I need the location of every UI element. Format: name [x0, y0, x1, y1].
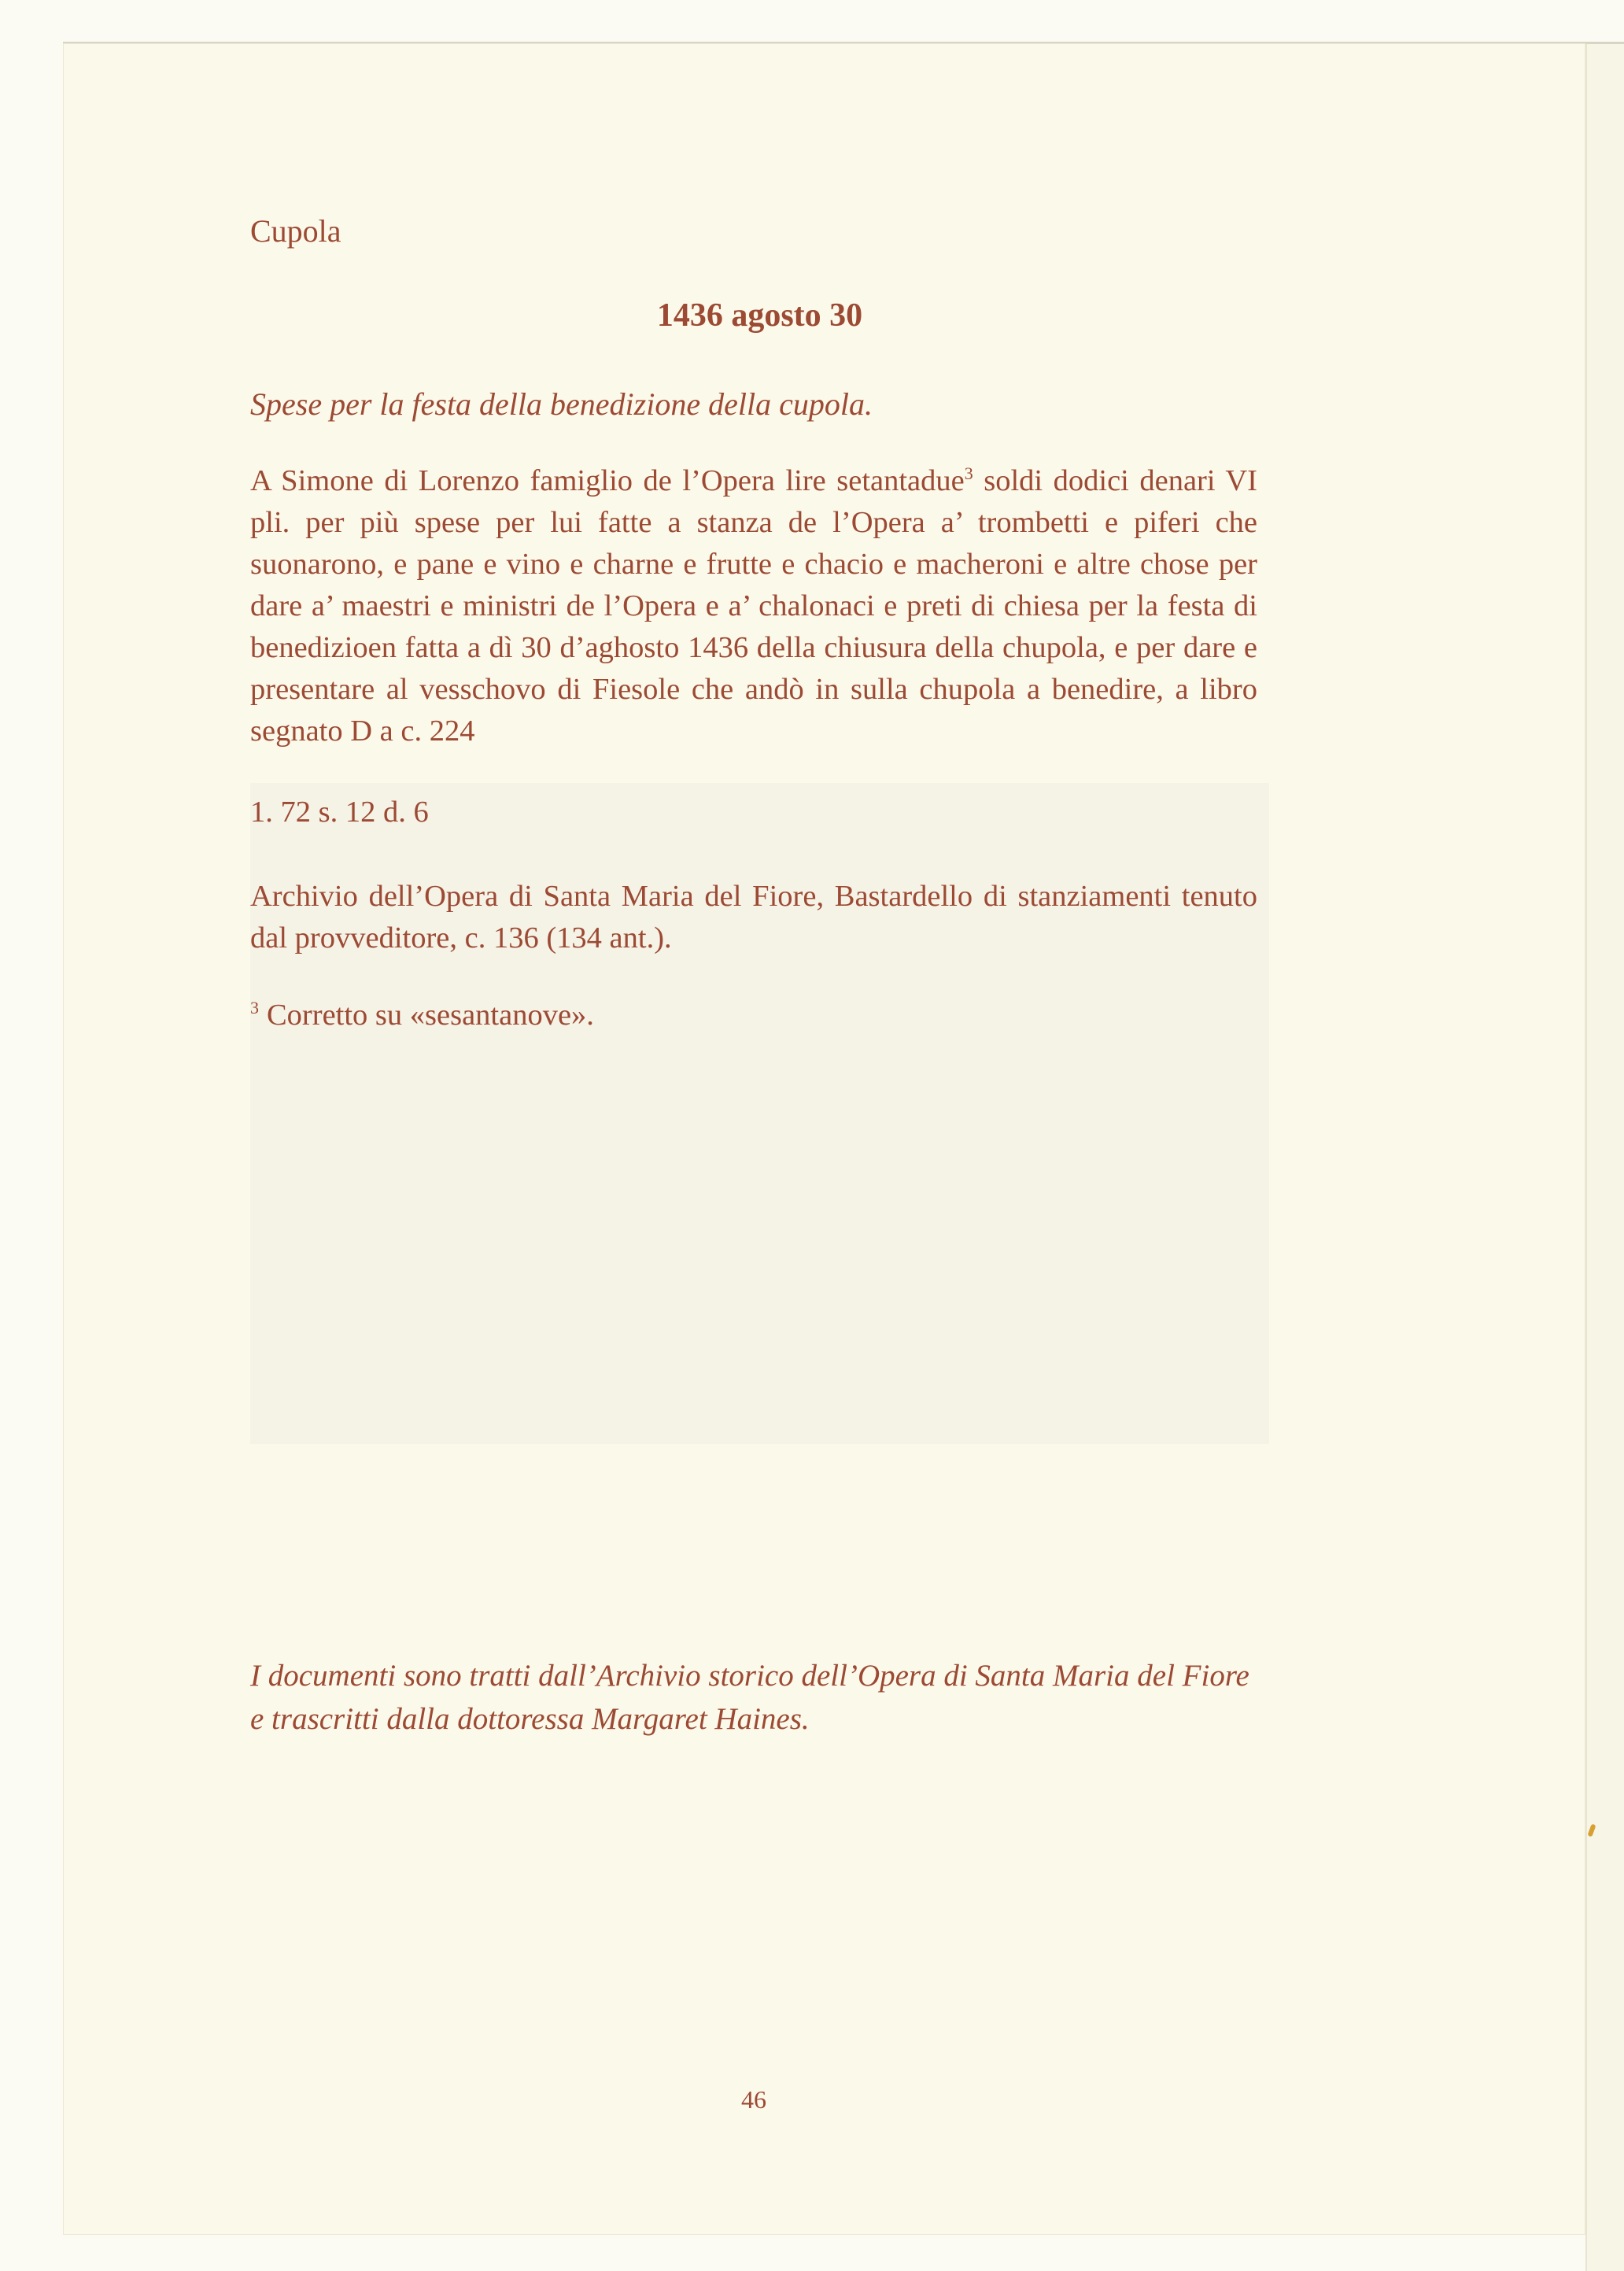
credit-note: I documenti sono tratti dall’Archivio storico dell’Opera di Santa Maria del Fiore e trascritti dalla dottoressa Margaret Haines. — [250, 1659, 1249, 1736]
document-subtitle: Spese per la festa della benedizione della cupola. — [250, 386, 873, 422]
footnote — [250, 998, 594, 1032]
amount-line: 1. 72 s. 12 d. 6 — [250, 796, 429, 829]
footnote-number: 3 — [250, 998, 259, 1018]
archive-source: Archivio dell’Opera di Santa Maria del Fiore, Bastardello di stanziamenti tenuto dal provveditore, c. 136 (134 ant.). — [250, 880, 1257, 955]
footnote-reference: 3 — [964, 463, 973, 484]
page-right-edge — [1585, 44, 1624, 2271]
body-text-part1: A Simone di Lorenzo famiglio de l’Opera lire setantadue — [250, 464, 965, 497]
document-body — [250, 460, 1257, 752]
document-date: 1436 agosto 30 — [656, 297, 863, 334]
page-number: 46 — [741, 2085, 766, 2114]
footnote-text: Corretto su «sesantanove». — [267, 999, 594, 1032]
body-text-part2: soldi dodici denari VI pli. per più spese per lui fatte a stanza de l’Opera a’ trombetti e piferi che suonarono, e pane e vino e charne e frutte e chacio e macheroni e altre chose per dare a’ maestri e ministri de l’Opera e a’ chalonaci e preti di chiesa per la festa di benedizioen fatta a dì 30 d’aghosto 1436 della chiusura della chupola, e per dare e presentare al vesschovo di Fiesole che andò in sulla chupola a benedire, a libro segnato D a c. 224 — [250, 464, 1257, 748]
section-heading: Cupola — [250, 213, 341, 249]
